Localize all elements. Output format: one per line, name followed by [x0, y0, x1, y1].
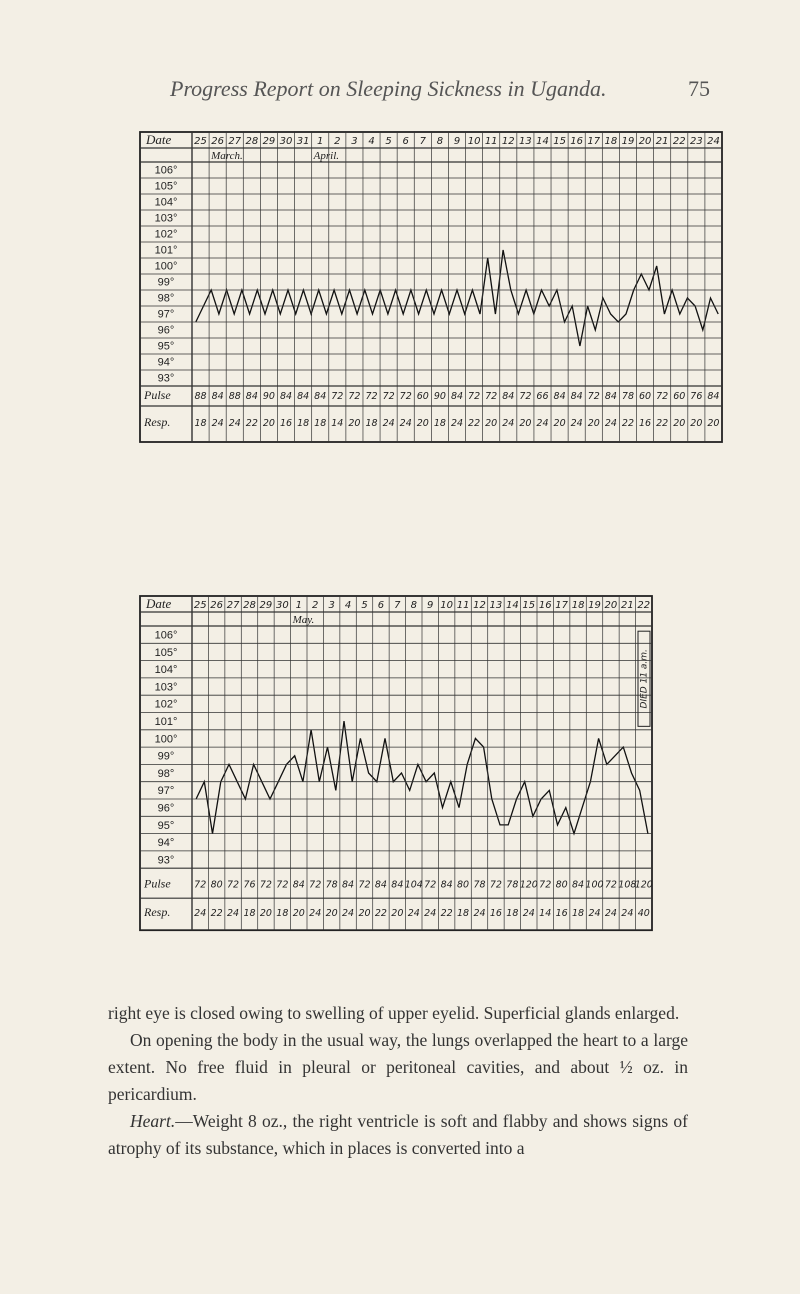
date-cell: 29	[262, 136, 276, 147]
date-cell: 28	[243, 600, 256, 611]
resp-value: 20	[707, 417, 720, 429]
resp-value: 20	[485, 417, 498, 429]
temperature-label: 96°	[157, 324, 175, 337]
date-cell: 25	[193, 600, 207, 611]
pulse-value: 84	[502, 391, 515, 402]
pulse-value: 84	[374, 879, 387, 891]
date-cell: 11	[484, 136, 498, 147]
pulse-value: 88	[194, 391, 207, 402]
resp-value: 24	[604, 417, 617, 429]
temperature-label: 97°	[157, 308, 175, 321]
pulse-value: 60	[639, 391, 652, 402]
temperature-label: 105°	[154, 180, 178, 193]
date-cell: 1	[295, 600, 302, 611]
date-cell: 10	[467, 136, 481, 147]
resp-value: 20	[391, 907, 404, 919]
resp-value: 20	[519, 417, 532, 429]
date-cell: 11	[456, 600, 470, 611]
pulse-value: 72	[656, 391, 669, 402]
pulse-value: 108	[618, 879, 637, 891]
temperature-label: 101°	[154, 244, 178, 257]
date-cell: 15	[553, 136, 566, 147]
temperature-label: 98°	[157, 767, 175, 780]
date-cell: 2	[334, 136, 341, 147]
date-cell: 29	[259, 600, 273, 611]
resp-value: 18	[433, 417, 446, 429]
date-header-label: Date	[146, 596, 172, 611]
pulse-value: 72	[382, 391, 395, 402]
temperature-label: 102°	[154, 228, 178, 241]
pulse-value: 72	[468, 391, 481, 402]
temperature-label: 99°	[157, 276, 175, 289]
resp-label: Resp.	[144, 414, 171, 429]
resp-value: 24	[309, 907, 322, 919]
resp-value: 20	[416, 417, 429, 429]
pulse-value: 84	[279, 391, 293, 402]
paragraph-3-text: —Weight 8 oz., the right ventricle is soft and flabby and shows signs of atrophy of its substance, which in places is converted into a	[108, 1111, 688, 1158]
pulse-label: Pulse	[144, 388, 171, 402]
temperature-label: 94°	[157, 356, 175, 369]
resp-value: 24	[399, 417, 412, 429]
resp-value: 14	[331, 417, 344, 429]
resp-value: 20	[348, 417, 361, 429]
pulse-value: 120	[519, 879, 538, 891]
date-cell: 26	[210, 600, 224, 611]
date-cell: 2	[312, 600, 319, 611]
pulse-value: 78	[621, 391, 635, 402]
date-cell: 7	[419, 136, 426, 147]
date-cell: 20	[638, 136, 652, 147]
pulse-value: 84	[245, 391, 258, 402]
date-cell: 10	[440, 600, 454, 611]
date-cell: 31	[296, 136, 310, 147]
temperature-label: 105°	[154, 646, 178, 659]
resp-value: 16	[279, 417, 293, 429]
pulse-value: 72	[331, 391, 344, 402]
resp-value: 24	[194, 907, 207, 919]
pulse-value: 78	[325, 879, 338, 891]
pulse-value: 90	[433, 391, 446, 402]
pulse-value: 84	[570, 391, 583, 402]
resp-value: 24	[570, 417, 583, 429]
date-cell: 19	[621, 136, 635, 147]
pulse-value: 72	[259, 879, 272, 891]
temperature-label: 95°	[157, 340, 175, 353]
date-cell: 4	[368, 136, 375, 147]
body-text	[108, 1000, 688, 1162]
resp-value: 24	[502, 417, 515, 429]
resp-value: 22	[468, 417, 481, 429]
pulse-value: 84	[450, 391, 464, 402]
date-cell: 18	[604, 136, 618, 147]
temperature-label: 104°	[154, 196, 178, 209]
date-cell: 12	[501, 136, 515, 147]
resp-value: 18	[194, 417, 207, 429]
date-cell: 4	[344, 600, 352, 611]
paragraph-1: right eye is closed owing to swelling of upper eyelid. Superficial glands enlarged.	[108, 1003, 680, 1023]
resp-value: 20	[358, 907, 371, 919]
paragraph-2: On opening the body in the usual way, the lungs overlapped the heart to a large extent. No free fluid in pleural or peritoneal cavities, and about ½ oz. in pericardium.	[108, 1030, 688, 1104]
running-head-title: Progress Report on Sleeping Sickness in Uganda.	[170, 76, 607, 101]
date-cell: 18	[571, 600, 585, 611]
resp-value: 20	[292, 907, 305, 919]
pulse-label: Pulse	[144, 876, 171, 891]
pulse-value: 90	[262, 391, 275, 402]
pulse-value: 84	[707, 391, 720, 402]
pulse-value: 72	[485, 391, 498, 402]
date-cell: 7	[394, 600, 401, 611]
date-cell: 6	[377, 600, 385, 611]
resp-value: 24	[424, 907, 437, 919]
pulse-value: 88	[228, 391, 241, 402]
pulse-value: 72	[604, 879, 617, 891]
date-header-label: Date	[146, 132, 172, 147]
date-cell: 17	[587, 136, 601, 147]
date-cell: 19	[588, 600, 601, 611]
pulse-value: 120	[634, 879, 653, 891]
temperature-curve	[196, 250, 718, 346]
pulse-value: 104	[404, 879, 423, 891]
pulse-value: 78	[506, 879, 519, 891]
resp-value: 24	[588, 907, 601, 919]
temperature-label: 97°	[157, 785, 175, 798]
pulse-value: 84	[314, 391, 327, 402]
pulse-value: 80	[210, 879, 223, 891]
date-cell: 30	[279, 136, 293, 147]
paragraph-3	[108, 1108, 688, 1162]
month-label: April.	[313, 150, 340, 162]
date-cell: 1	[317, 136, 324, 147]
temperature-label: 98°	[157, 292, 175, 305]
pulse-value: 72	[365, 391, 378, 402]
pulse-value: 78	[473, 879, 486, 891]
temperature-label: 101°	[154, 715, 178, 728]
month-label: May.	[292, 614, 315, 626]
pulse-value: 76	[690, 391, 703, 402]
resp-label: Resp.	[144, 904, 171, 919]
pulse-value: 72	[489, 879, 502, 891]
chart-1	[140, 132, 722, 442]
temperature-label: 100°	[154, 260, 178, 273]
temperature-label: 99°	[157, 750, 175, 763]
resp-value: 40	[637, 907, 650, 919]
date-cell: 13	[519, 136, 532, 147]
date-cell: 20	[604, 600, 618, 611]
pulse-value: 84	[572, 879, 585, 891]
resp-value: 18	[506, 907, 519, 919]
pulse-value: 80	[555, 879, 568, 891]
resp-value: 24	[382, 417, 395, 429]
pulse-value: 72	[227, 879, 240, 891]
date-cell: 27	[226, 600, 240, 611]
pulse-value: 80	[457, 879, 470, 891]
date-cell: 24	[707, 136, 720, 147]
temperature-label: 95°	[157, 819, 175, 832]
resp-value: 18	[276, 907, 289, 919]
pulse-value: 76	[243, 879, 256, 891]
pulse-value: 72	[424, 879, 437, 891]
pulse-value: 84	[440, 879, 453, 891]
pulse-value: 60	[673, 391, 686, 402]
pulse-value: 72	[399, 391, 412, 402]
temperature-label: 100°	[154, 733, 178, 746]
date-cell: 25	[194, 136, 207, 147]
date-cell: 3	[328, 600, 335, 611]
date-cell: 17	[555, 600, 569, 611]
date-cell: 30	[275, 600, 289, 611]
resp-value: 24	[522, 907, 535, 919]
resp-value: 24	[227, 907, 240, 919]
temperature-label: 102°	[154, 698, 178, 711]
date-cell: 27	[228, 136, 242, 147]
temperature-label: 93°	[157, 854, 175, 867]
resp-value: 18	[243, 907, 256, 919]
pulse-value: 72	[519, 391, 532, 402]
chart-2	[140, 596, 653, 930]
date-cell: 8	[436, 136, 444, 147]
pulse-value: 60	[416, 391, 429, 402]
resp-value: 20	[325, 907, 338, 919]
pulse-value: 72	[276, 879, 289, 891]
resp-value: 24	[536, 417, 549, 429]
page-number: 75	[688, 76, 710, 101]
date-cell: 8	[410, 600, 417, 611]
resp-value: 22	[210, 907, 223, 919]
temperature-label: 106°	[154, 164, 178, 177]
resp-value: 18	[314, 417, 327, 429]
resp-value: 14	[539, 907, 552, 919]
date-cell: 26	[211, 136, 225, 147]
pulse-value: 72	[587, 391, 600, 402]
date-cell: 6	[402, 136, 409, 147]
resp-value: 24	[621, 907, 634, 919]
temperature-label: 94°	[157, 837, 175, 850]
resp-value: 24	[228, 417, 241, 429]
resp-value: 16	[639, 417, 652, 429]
date-cell: 28	[245, 136, 259, 147]
resp-value: 24	[407, 907, 420, 919]
pulse-value: 84	[391, 879, 404, 891]
resp-value: 20	[690, 417, 703, 429]
resp-value: 24	[604, 907, 617, 919]
pulse-value: 84	[292, 879, 305, 891]
resp-value: 20	[673, 417, 686, 429]
date-cell: 16	[570, 136, 584, 147]
date-cell: 16	[538, 600, 552, 611]
resp-value: 24	[473, 907, 486, 919]
date-cell: 22	[672, 136, 686, 147]
resp-value: 16	[555, 907, 568, 919]
temperature-label: 96°	[157, 802, 175, 815]
resp-value: 20	[259, 907, 272, 919]
temperature-label: 106°	[154, 629, 178, 642]
resp-value: 18	[457, 907, 470, 919]
date-cell: 5	[361, 600, 368, 611]
resp-value: 22	[245, 417, 258, 429]
resp-value: 20	[587, 417, 600, 429]
pulse-value: 66	[536, 391, 549, 402]
resp-value: 24	[450, 417, 464, 429]
temperature-label: 93°	[157, 372, 175, 385]
resp-value: 24	[342, 907, 355, 919]
pulse-value: 72	[194, 879, 207, 891]
resp-value: 22	[621, 417, 635, 429]
date-cell: 14	[536, 136, 549, 147]
pulse-value: 72	[309, 879, 322, 891]
date-cell: 12	[473, 600, 486, 611]
pulse-value: 84	[211, 391, 224, 402]
resp-value: 20	[553, 417, 566, 429]
date-cell: 13	[489, 600, 503, 611]
resp-value: 18	[365, 417, 378, 429]
resp-value: 20	[262, 417, 275, 429]
resp-value: 22	[656, 417, 669, 429]
pulse-value: 100	[585, 879, 604, 891]
pulse-value: 72	[539, 879, 552, 891]
date-cell: 9	[453, 136, 461, 147]
date-cell: 23	[689, 136, 703, 147]
date-cell: 21	[620, 600, 634, 611]
temperature-label: 103°	[154, 212, 178, 225]
resp-value: 18	[572, 907, 585, 919]
resp-value: 24	[211, 417, 224, 429]
month-label: March.	[211, 150, 243, 162]
date-cell: 3	[351, 136, 358, 147]
resp-value: 16	[489, 907, 502, 919]
resp-value: 18	[297, 417, 310, 429]
date-cell: 21	[655, 136, 669, 147]
date-cell: 5	[385, 136, 392, 147]
resp-value: 22	[440, 907, 453, 919]
date-cell: 15	[522, 600, 536, 611]
temperature-label: 103°	[154, 681, 178, 694]
date-cell: 9	[427, 600, 434, 611]
paragraph-3-lead: Heart.	[130, 1111, 176, 1131]
date-cell: 22	[637, 600, 651, 611]
date-cell: 14	[505, 600, 519, 611]
pulse-value: 72	[358, 879, 371, 891]
pulse-value: 84	[553, 391, 566, 402]
pulse-value: 84	[342, 879, 355, 891]
pulse-value: 84	[297, 391, 310, 402]
pulse-value: 84	[604, 391, 617, 402]
temperature-label: 104°	[154, 664, 178, 677]
died-label: DIED 11 a.m.	[639, 649, 650, 709]
resp-value: 22	[374, 907, 387, 919]
pulse-value: 72	[348, 391, 361, 402]
